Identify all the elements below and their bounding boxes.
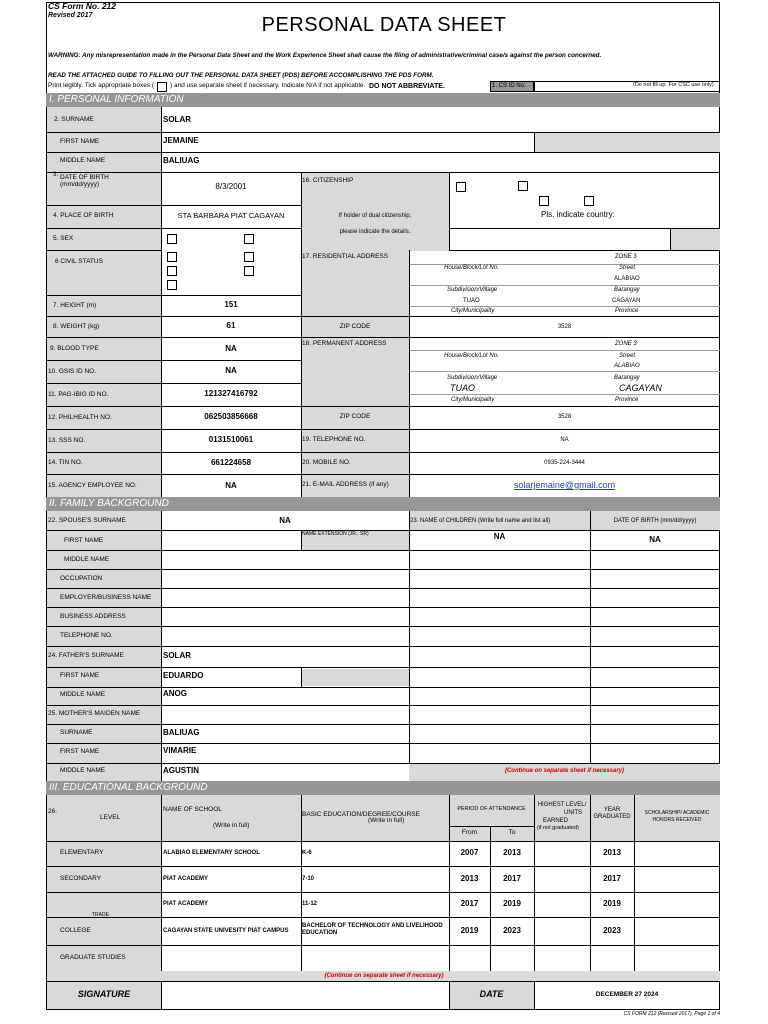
date-value[interactable]: DECEMBER 27 2024 — [595, 991, 659, 998]
father-middle-name-value[interactable]: ANOG — [163, 689, 187, 698]
spouse-middle-name-label: MIDDLE NAME — [64, 556, 110, 563]
period-header: PERIOD OF ATTENDANCE — [457, 806, 526, 812]
first-name-value[interactable]: JEMAINE — [163, 136, 199, 145]
edu-level-elementary: ELEMENTARY — [60, 849, 104, 856]
sss-value[interactable]: 0131510061 — [208, 435, 254, 444]
family-continue-note: (Continue on separate sheet if necessary) — [504, 768, 625, 774]
year-graduated-header: YEAR — [603, 807, 621, 813]
sex-female-checkbox[interactable] — [244, 234, 254, 244]
spouse-surname-value[interactable]: NA — [279, 516, 291, 525]
section-educational-background: III. EDUCATIONAL BACKGROUND — [46, 781, 720, 795]
blood-type-value[interactable]: NA — [225, 344, 237, 353]
edu-year-college[interactable]: 2023 — [603, 926, 621, 935]
mother-maiden-name-label: 25. MOTHER'S MAIDEN NAME — [48, 710, 141, 717]
middle-name-label: MIDDLE NAME — [60, 157, 106, 164]
edu-from-senior-high[interactable]: 2017 — [460, 899, 479, 908]
surname-label: 2. SURNAME — [54, 116, 94, 123]
perm-city-value[interactable]: TUAO — [450, 383, 476, 393]
print-legibly-text-b: ) and use separate sheet if necessary. Indicate N/A if not applicable. — [170, 82, 366, 89]
name-extension-label: NAME EXTENSION (JR., SR) — [302, 531, 369, 537]
permanent-address-label: 18. PERMANENT ADDRESS — [302, 340, 387, 347]
mobile-value[interactable]: 0935-224-3444 — [544, 460, 585, 466]
telephone-value[interactable]: NA — [560, 437, 569, 443]
philhealth-value[interactable]: 062503856668 — [204, 412, 258, 421]
res-street-value[interactable]: ZONE 3 — [615, 254, 637, 260]
dual-citizenship-note: If holder of dual citizenship, — [338, 213, 412, 219]
gsis-label: 10. GSIS ID NO. — [48, 368, 97, 375]
signature-label: SIGNATURE — [77, 989, 131, 999]
surname-value[interactable]: SOLAR — [163, 115, 191, 124]
civil-other-checkbox[interactable] — [167, 280, 177, 290]
country-field[interactable] — [449, 228, 670, 250]
weight-label: 8. WEIGHT (kg) — [53, 323, 100, 330]
employer-label: EMPLOYER/BUSINESS NAME — [60, 594, 152, 601]
citizenship-label: 16. CITIZENSHIP — [302, 177, 354, 184]
warning-text: WARNING: Any misrepresentation made in the Personal Data Sheet and the Work Experience Sheet shall cause the filing of administrative/criminal case/s against the person concerned. — [48, 52, 602, 59]
height-label: 7. HEIGHT (m) — [53, 302, 97, 309]
res-zip-value[interactable]: 3528 — [557, 324, 572, 330]
edu-school-senior-high[interactable]: PIAT ACADEMY — [163, 901, 208, 907]
perm-street-value[interactable]: ZONE 3 — [615, 341, 637, 347]
mother-first-name-label: FIRST NAME — [60, 748, 100, 755]
email-value[interactable]: solarjemaine@gmail.com — [513, 480, 616, 490]
dob-value[interactable]: 8/3/2001 — [215, 182, 247, 191]
form-number: CS Form No. 212 — [48, 1, 117, 11]
section-personal-information: I. PERSONAL INFORMATION — [46, 93, 720, 107]
dob-label: DATE OF BIRTH — [60, 174, 109, 181]
signature-field[interactable] — [162, 982, 449, 1009]
perm-zip-value[interactable]: 3528 — [557, 414, 572, 420]
print-legibly-text-a: Print legibly. Tick appropriate boxes ( — [48, 82, 155, 89]
father-surname-value[interactable]: SOLAR — [163, 651, 191, 660]
edu-from-college[interactable]: 2019 — [460, 926, 479, 935]
to-header: To — [508, 829, 516, 836]
mother-surname-label: SURNAME — [60, 729, 93, 736]
edu-course-secondary[interactable]: 7-10 — [302, 876, 315, 882]
read-guide-text: READ THE ATTACHED GUIDE TO FILLING OUT THE PERSONAL DATA SHEET (PDS) BEFORE ACCOMPLISHING THE PDS FORM. — [48, 72, 434, 79]
mother-first-name-value[interactable]: VIMARIE — [163, 746, 197, 755]
edu-level-college: COLLEGE — [60, 927, 91, 934]
res-city-value[interactable]: TUAO — [463, 298, 480, 304]
tin-label: 14. TIN NO. — [48, 459, 83, 466]
edu-year-senior-high[interactable]: 2019 — [603, 899, 621, 908]
height-value[interactable]: 151 — [224, 300, 238, 309]
res-barangay-value[interactable]: ALABIAO — [614, 276, 640, 282]
father-first-name-label: FIRST NAME — [60, 672, 100, 679]
pob-value[interactable]: STA BARBARA PIAT CAGAYAN — [177, 211, 285, 220]
spouse-telephone-label: TELEPHONE NO. — [60, 632, 113, 639]
form-revision: Revised 2017 — [48, 12, 93, 19]
middle-name-value[interactable]: BALIUAG — [163, 156, 200, 165]
edu-year-secondary[interactable]: 2017 — [603, 874, 621, 883]
civil-widowed-checkbox[interactable] — [167, 266, 177, 276]
trade-label: TRADE — [92, 912, 109, 918]
occupation-label: OCCUPATION — [60, 575, 103, 582]
agency-label: 15. AGENCY EMPLOYEE NO. — [48, 482, 137, 489]
gsis-value[interactable]: NA — [225, 366, 237, 375]
civil-married-checkbox[interactable] — [244, 252, 254, 262]
tin-value[interactable]: 661224658 — [210, 458, 252, 467]
pagibig-label: 11. PAG-IBIG ID NO. — [48, 391, 109, 398]
perm-province-value[interactable]: CAGAYAN — [619, 383, 662, 393]
edu-course-elementary[interactable]: K-6 — [302, 850, 312, 856]
citizenship-dual-checkbox[interactable] — [518, 181, 528, 191]
father-surname-label: 24. FATHER'S SURNAME — [48, 652, 124, 659]
philhealth-label: 12. PHILHEALTH NO. — [48, 414, 112, 421]
tick-sample-box — [157, 82, 167, 92]
sss-label: 13. SSS NO. — [48, 437, 86, 444]
father-middle-name-label: MIDDLE NAME — [60, 691, 106, 698]
agency-value[interactable]: NA — [225, 481, 237, 490]
edu-from-secondary[interactable]: 2013 — [460, 874, 479, 883]
telephone-label: 19. TELEPHONE NO. — [302, 436, 366, 443]
children-name-value[interactable]: NA — [493, 532, 506, 541]
children-dob-label: DATE OF BIRTH (mm/dd/yyyy) — [613, 518, 697, 524]
spouse-surname-label: 22. SPOUSE'S SURNAME — [48, 517, 126, 524]
pob-label: 4. PLACE OF BIRTH — [53, 212, 114, 219]
edu-school-college[interactable]: CAGAYAN STATE UNIVESITY PIAT CAMPUS — [163, 928, 289, 934]
honors-header: SCHOLARSHIP/ ACADEMIC — [644, 810, 710, 816]
edu-to-senior-high[interactable]: 2019 — [503, 899, 521, 908]
page-title: PERSONAL DATA SHEET — [261, 14, 507, 36]
civil-status-label: 6 CIVIL STATUS — [55, 258, 103, 265]
units-header: HIGHEST LEVEL/ — [537, 802, 587, 808]
pagibig-value[interactable]: 121327416792 — [204, 389, 258, 398]
sex-male-checkbox[interactable] — [167, 234, 177, 244]
mother-middle-name-value[interactable]: AGUSTIN — [163, 766, 199, 775]
edu-from-elementary[interactable]: 2007 — [460, 848, 479, 857]
mobile-label: 20. MOBILE NO. — [302, 459, 351, 466]
edu-to-college[interactable]: 2023 — [503, 926, 521, 935]
from-header: From — [461, 829, 478, 836]
education-continue-note: (Continue on separate sheet if necessary) — [324, 973, 444, 979]
email-label: 21. E-MAIL ADDRESS (if any) — [302, 481, 389, 488]
citizenship-filipino-checkbox[interactable] — [456, 182, 466, 192]
edu-to-secondary[interactable]: 2017 — [503, 874, 521, 883]
form-footer: CS FORM 212 (Revised 2017), Page 1 of 4 — [623, 1011, 720, 1017]
residential-address-label: 17. RESIDENTIAL ADDRESS — [302, 253, 389, 260]
mother-middle-name-label: MIDDLE NAME — [60, 767, 106, 774]
weight-value[interactable]: 61 — [226, 321, 236, 330]
indicate-country-note: Pls. indicate country: — [541, 210, 615, 219]
civil-single-checkbox[interactable] — [167, 252, 177, 262]
edu-year-elementary[interactable]: 2013 — [603, 848, 621, 857]
edu-school-secondary[interactable]: PIAT ACADEMY — [163, 876, 208, 882]
course-header: BASIC EDUCATION/DEGREE/COURSE — [302, 811, 420, 818]
father-first-name-value[interactable]: EDUARDO — [163, 671, 204, 680]
first-name-label: FIRST NAME — [60, 138, 100, 145]
perm-zip-label: ZIP CODE — [339, 413, 371, 420]
perm-barangay-value[interactable]: ALABIAO — [614, 363, 640, 369]
edu-course-college[interactable]: BACHELOR OF TECHNOLOGY AND LIVELIHOOD EDUCATION — [302, 923, 443, 936]
citizenship-by-birth-checkbox[interactable] — [539, 196, 549, 206]
date-label: DATE — [479, 989, 504, 999]
section-family-background: II. FAMILY BACKGROUND — [46, 497, 720, 511]
blood-type-label: 9. BLOOD TYPE — [50, 345, 99, 352]
edu-school-elementary[interactable]: ALABIAO ELEMENTARY SCHOOL — [163, 850, 260, 856]
business-address-label: BUSINESS ADDRESS — [60, 613, 126, 620]
spouse-first-name-label: FIRST NAME — [64, 537, 104, 544]
res-zip-label: ZIP CODE — [339, 323, 371, 330]
edu-to-elementary[interactable]: 2013 — [503, 848, 521, 857]
school-header: NAME OF SCHOOL — [163, 806, 222, 813]
cs-id-label: 1. CS ID No. — [492, 83, 526, 89]
children-dob-value[interactable]: NA — [649, 535, 661, 544]
level-header: LEVEL — [100, 814, 121, 821]
citizenship-by-naturalization-checkbox[interactable] — [584, 196, 594, 206]
edu-level-graduate: GRADUATE STUDIES — [60, 954, 126, 961]
sex-label: 5. SEX — [53, 235, 74, 242]
csc-use-note: (Do not fill up. For CSC use only) — [633, 82, 714, 88]
children-label: 23. NAME of CHILDREN (Write full name and list all) — [410, 518, 551, 524]
edu-level-secondary: SECONDARY — [60, 875, 102, 882]
res-province-value[interactable]: CAGAYAN — [612, 298, 641, 304]
mother-surname-value[interactable]: BALIUAG — [163, 728, 200, 737]
edu-course-senior-high[interactable]: 11-12 — [302, 901, 318, 907]
civil-separated-checkbox[interactable] — [244, 266, 254, 276]
do-not-abbreviate: DO NOT ABBREVIATE. — [369, 83, 445, 90]
